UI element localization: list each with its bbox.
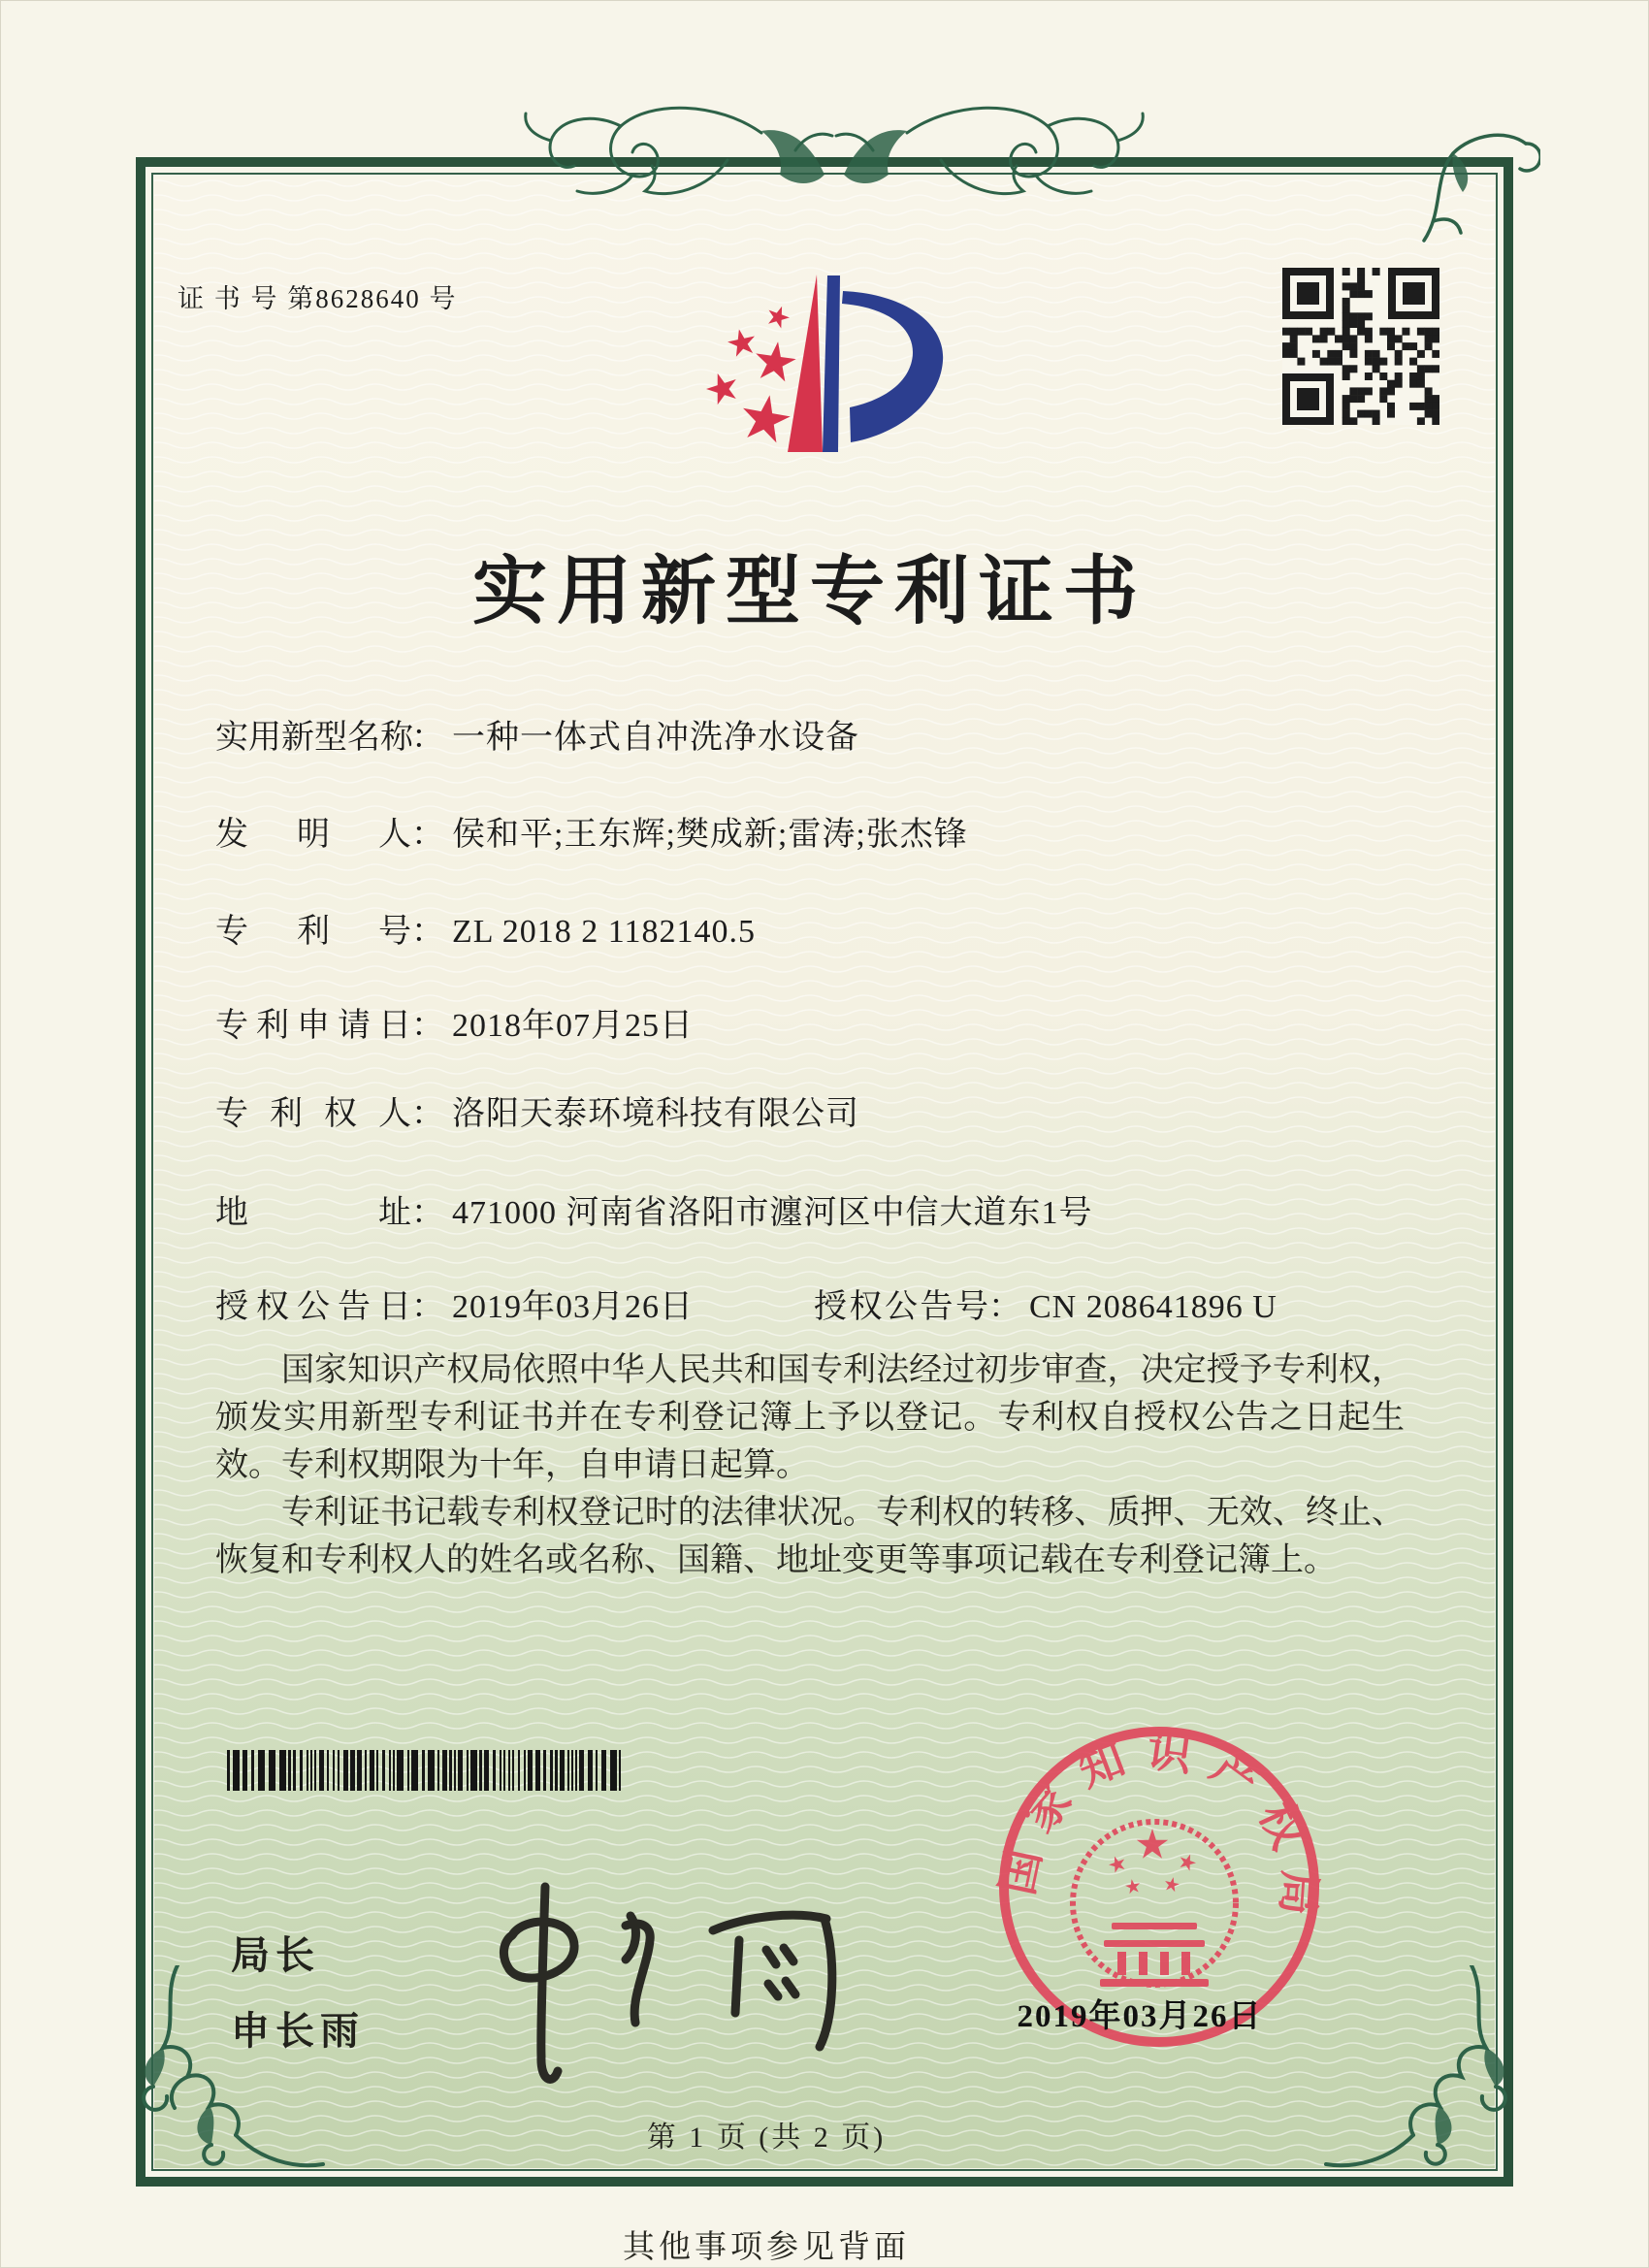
- field-value: 侯和平;王东辉;樊成新;雷涛;张杰锋: [452, 817, 968, 853]
- barcode: [227, 1750, 625, 1791]
- legal-text: [215, 1346, 1405, 1584]
- field-label: 授权公告日: [215, 1289, 411, 1325]
- certificate-number: 证 书 号 第8628640 号: [178, 284, 458, 313]
- field-label: 地址: [215, 1195, 411, 1231]
- seal-date: 2019年03月26日: [1017, 1999, 1263, 2034]
- field-value: 2019年03月26日: [452, 1289, 694, 1325]
- page-number: 第 1 页 (共 2 页): [646, 2122, 887, 2154]
- seal-text: 国家知识产权局: [992, 1725, 1325, 1934]
- field-label: 专利权人: [215, 1096, 411, 1132]
- colon: ：: [411, 817, 444, 853]
- field-label: 实用新型名称: [215, 720, 413, 756]
- field-value: CN 208641896 U: [1029, 1289, 1277, 1325]
- colon: ：: [411, 1008, 444, 1044]
- signer-name: 申长雨: [231, 2010, 365, 2053]
- legal-paragraph-1: 国家知识产权局依照中华人民共和国专利法经过初步审查，决定授予专利权，颁发实用新型专利证书并在专利登记簿上予以登记。专利权自授权公告之日起生效。专利权期限为十年，自申请日起算。: [215, 1352, 1405, 1483]
- field-row-patent-no: [215, 904, 1457, 952]
- colon: ：: [411, 720, 444, 756]
- seal-emblem: [1073, 1822, 1236, 1987]
- field-row-grant: [215, 1280, 1457, 1327]
- colon: ：: [988, 1289, 1021, 1325]
- colon: ：: [411, 914, 444, 950]
- colon: ：: [411, 1096, 444, 1132]
- signer-title: 局长: [231, 1934, 320, 1977]
- logo-stars: [702, 303, 797, 444]
- legal-paragraph-2: 专利证书记载专利权登记时的法律状况。专利权的转移、质押、无效、终止、恢复和专利权人的姓名或名称、国籍、地址变更等事项记载在专利登记簿上。: [215, 1495, 1405, 1578]
- signature: [466, 1843, 873, 2105]
- field-value: 2018年07月25日: [452, 1008, 694, 1044]
- field-row-filing-date: [215, 998, 1457, 1046]
- field-label: 发明人: [215, 817, 411, 853]
- field-label: 授权公告号: [814, 1289, 988, 1325]
- field-row-patentee: [215, 1086, 1457, 1134]
- cnipa-logo: [679, 252, 989, 475]
- field-value: 471000 河南省洛阳市瀍河区中信大道东1号: [452, 1195, 1093, 1231]
- colon: ：: [411, 1195, 444, 1231]
- logo-blue-p: [823, 275, 943, 452]
- field-row-name: [215, 710, 1457, 758]
- corner-flourish-bottom-right: [1321, 1965, 1525, 2198]
- dragon-ornament: [524, 82, 1145, 228]
- colon: ：: [411, 1289, 444, 1325]
- field-grant-no: [814, 1280, 1277, 1327]
- field-value: 洛阳天泰环境科技有限公司: [452, 1096, 859, 1132]
- back-side-note: 其他事项参见背面: [623, 2230, 910, 2265]
- field-value: ZL 2018 2 1182140.5: [452, 914, 757, 950]
- certificate-title: 实用新型专利证书: [472, 550, 1148, 633]
- field-row-address: [215, 1185, 1457, 1233]
- corner-flourish-top-right: [1414, 124, 1540, 270]
- field-label: 专利申请日: [215, 1008, 411, 1044]
- logo-red-wedge: [788, 275, 823, 452]
- svg-text:国家知识产权局: [992, 1726, 1325, 1934]
- field-value: 一种一体式自冲洗净水设备: [452, 720, 859, 756]
- qr-code: [1282, 268, 1439, 425]
- field-label: 专利号: [215, 914, 411, 950]
- field-row-inventor: [215, 807, 1457, 855]
